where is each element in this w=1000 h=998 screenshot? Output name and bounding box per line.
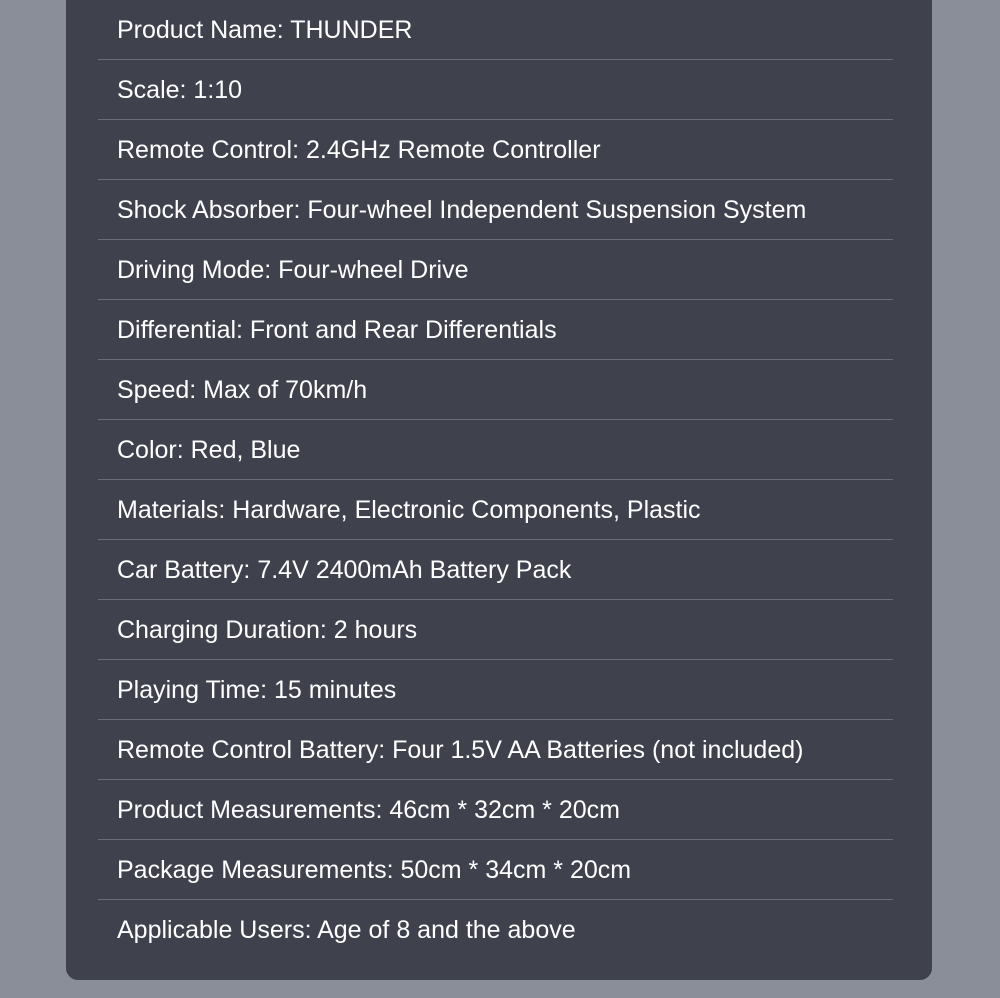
- spec-applicable-users: Applicable Users: Age of 8 and the above: [117, 916, 576, 944]
- spec-playing-time: Playing Time: 15 minutes: [98, 660, 893, 720]
- spec-package-measurements: Package Measurements: 50cm * 34cm * 20cm: [98, 840, 893, 900]
- spec-product-name: Product Name: THUNDER: [98, 0, 893, 60]
- spec-remote-control: Remote Control: 2.4GHz Remote Controller: [98, 120, 893, 180]
- spec-charging-duration: Charging Duration: 2 hours: [98, 600, 893, 660]
- spec-panel: [66, 0, 932, 980]
- spec-car-battery: Car Battery: 7.4V 2400mAh Battery Pack: [98, 540, 893, 600]
- spec-materials: Materials: Hardware, Electronic Components, Plastic: [98, 480, 893, 540]
- spec-shock-absorber: Shock Absorber: Four-wheel Independent Suspension System: [98, 180, 893, 240]
- spec-color: Color: Red, Blue: [98, 420, 893, 480]
- spec-differential: Differential: Front and Rear Differentials: [98, 300, 893, 360]
- spec-scale: Scale: 1:10: [98, 60, 893, 120]
- spec-speed: Speed: Max of 70km/h: [98, 360, 893, 420]
- spec-remote-control-battery: Remote Control Battery: Four 1.5V AA Batteries (not included): [98, 720, 893, 780]
- spec-driving-mode: Driving Mode: Four-wheel Drive: [98, 240, 893, 300]
- spec-product-measurements: Product Measurements: 46cm * 32cm * 20cm: [98, 780, 893, 840]
- spec-list: [98, 0, 893, 960]
